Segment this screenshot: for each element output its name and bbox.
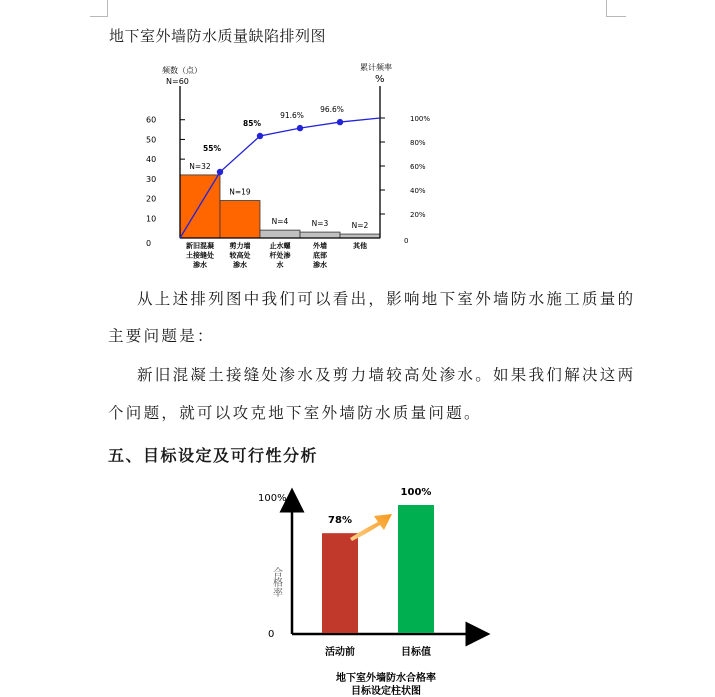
target-y-tick-top: 100% [258,493,287,504]
pareto-category-label: 渗水 [193,261,207,269]
paragraph-2-line-1: 新旧混凝土接缝处渗水及剪力墙较高处渗水。如果我们解决这两 [137,366,636,384]
paragraph-1-line-2: 主要问题是： [108,327,215,345]
pareto-category-label: 渗水 [233,261,247,269]
pareto-right-axis-unit: % [375,74,385,85]
pareto-cumulative-point [217,169,223,175]
pareto-left-tick-label: 0 [146,239,152,248]
pareto-right-tick-label: 40% [410,187,426,195]
pareto-category-label: 剪力墙 [229,242,251,250]
pareto-category-label: 其他 [353,242,367,250]
pareto-category-label: 底部 [313,251,327,260]
paragraph-1-line-1: 从上述排列图中我们可以看出，影响地下室外墙防水施工质量的 [137,290,636,308]
pareto-category-label: 土接缝处 [186,251,214,260]
pareto-bar-value-label: N=4 [271,217,289,227]
target-ylabel: 合格率 [270,567,282,597]
pareto-caption: 地下室外墙防水质量缺陷排列图 [109,27,327,45]
pareto-bar-value-label: N=3 [311,219,329,229]
target-bar-value-label: 78% [328,515,352,527]
pareto-bar [260,230,300,238]
pareto-cumulative-point [337,119,343,125]
target-bar [322,533,358,633]
pareto-category-label: 渗水 [313,261,327,269]
pareto-right-tick-label: 20% [410,211,426,219]
pareto-cumulative-label: 55% [203,144,221,153]
target-chart [0,480,715,697]
pareto-total-label: N=60 [166,77,189,86]
pareto-category-label: 外墙 [313,242,327,250]
pareto-left-tick-label: 60 [146,115,157,125]
pareto-cumulative-label: 85% [243,119,261,128]
pareto-right-tick-label: 0 [404,237,409,245]
paragraph-2-line-2: 个问题，就可以攻克地下室外墙防水质量问题。 [108,404,482,422]
target-bar [398,505,434,633]
pareto-left-tick-label: 30 [146,174,157,184]
target-title-line-1: 地下室外墙防水合格率 [336,673,436,684]
pareto-category-label: 较高处 [229,251,251,260]
crop-mark-left-h [90,16,108,17]
pareto-left-tick-label: 20 [146,194,157,204]
crop-mark-left-v [107,0,108,17]
pareto-bar-value-label: N=19 [229,187,251,197]
target-bar-value-label: 100% [400,487,432,498]
section-heading: 五、目标设定及可行性分析 [108,446,319,465]
target-category-label: 活动前 [325,647,355,658]
pareto-category-label: 止水螺 [269,242,291,250]
pareto-cumulative-point [297,125,303,131]
target-category-label: 目标值 [401,647,431,658]
pareto-bar-value-label: N=2 [351,221,369,231]
pareto-bar-value-label: N=32 [189,161,211,171]
pareto-left-tick-label: 10 [146,214,157,224]
pareto-right-tick-label: 100% [410,115,431,123]
pareto-right-axis-label: 累计频率 [360,63,392,72]
pareto-left-axis-label: 频数（点） [162,66,202,75]
pareto-left-tick-label: 50 [146,135,157,145]
pareto-category-label: 水 [276,261,284,269]
target-y-tick-bottom: 0 [268,629,275,640]
pareto-cumulative-label: 96.6% [320,105,344,115]
pareto-cumulative-point [257,133,263,139]
pareto-category-label: 新旧混凝 [186,242,214,250]
target-title-line-2: 目标设定柱状图 [351,686,421,697]
pareto-bar [300,232,340,238]
pareto-category-label: 杆处渗 [269,251,291,260]
pareto-bar [220,201,260,238]
pareto-right-tick-label: 80% [410,139,426,147]
pareto-left-tick-label: 40 [146,155,157,165]
crop-mark-right-h [606,16,626,17]
pareto-cumulative-label: 91.6% [280,111,304,121]
increase-arrow [350,514,392,541]
pareto-right-tick-label: 60% [410,163,426,171]
crop-mark-right-v [606,0,607,17]
